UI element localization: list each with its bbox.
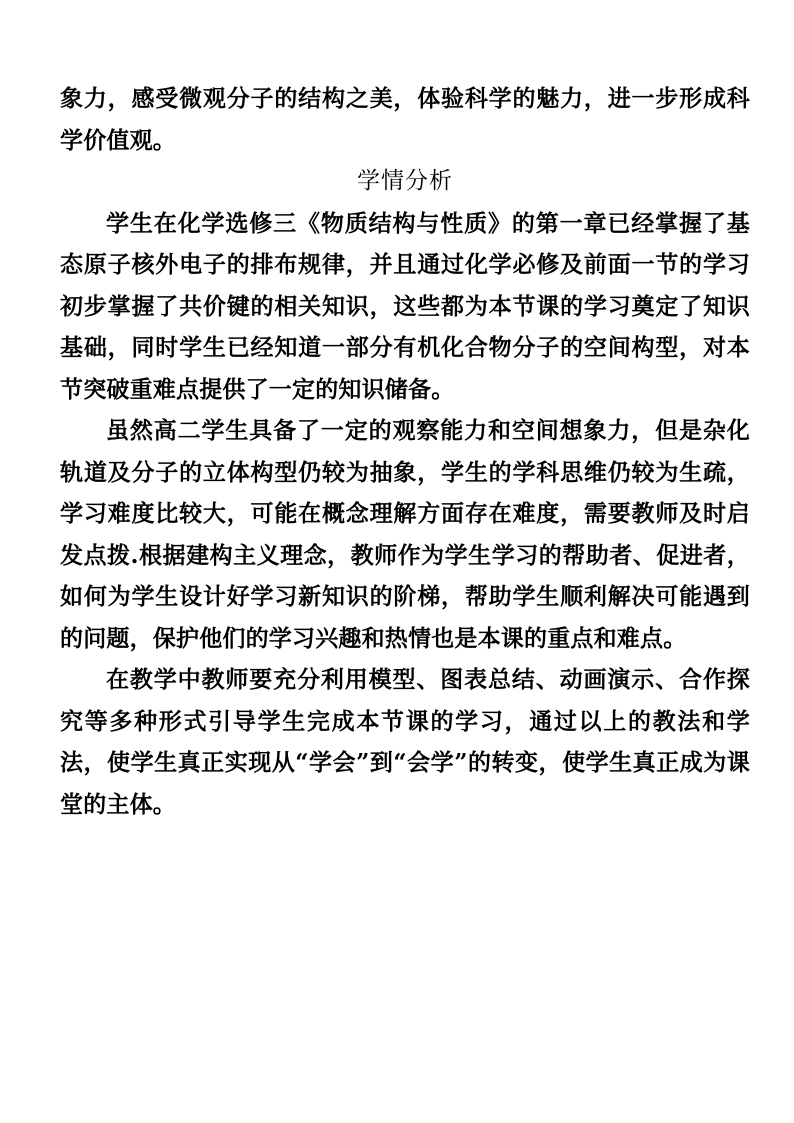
- document-page: [60, 78, 750, 825]
- paragraph-1: 学生在化学选修三《物质结构与性质》的第一章已经掌握了基态原子核外电子的排布规律，并且通过化学必修及前面一节的学习初步掌握了共价键的相关知识，这些都为本节课的学习奠定了知识基础，同时学生已经知道一部分有机化合物分子的空间构型，对本节突破重难点提供了一定的知识储备。: [60, 209, 750, 403]
- intro-paragraph: 象力，感受微观分子的结构之美，体验科学的魅力，进一步形成科学价值观。: [60, 85, 750, 154]
- paragraph-2: 虽然高二学生具备了一定的观察能力和空间想象力，但是杂化轨道及分子的立体构型仍较为抽象，学生的学科思维仍较为生疏，学习难度比较大，可能在概念理解方面存在难度，需要教师及时启发点拨.根据建构主义理念，教师作为学生学习的帮助者、促进者，如何为学生设计好学习新知识的阶梯，帮助学生顺利解决可能遇到的问题，保护他们的学习兴趣和热情也是本课的重点和难点。: [60, 417, 750, 652]
- paragraph-3: 在教学中教师要充分利用模型、图表总结、动画演示、合作探究等多种形式引导学生完成本节课的学习，通过以上的教法和学法，使学生真正实现从“学会”到“会学”的转变，使学生真正成为课堂的主体。: [60, 666, 750, 818]
- section-title: 学情分析: [357, 168, 453, 194]
